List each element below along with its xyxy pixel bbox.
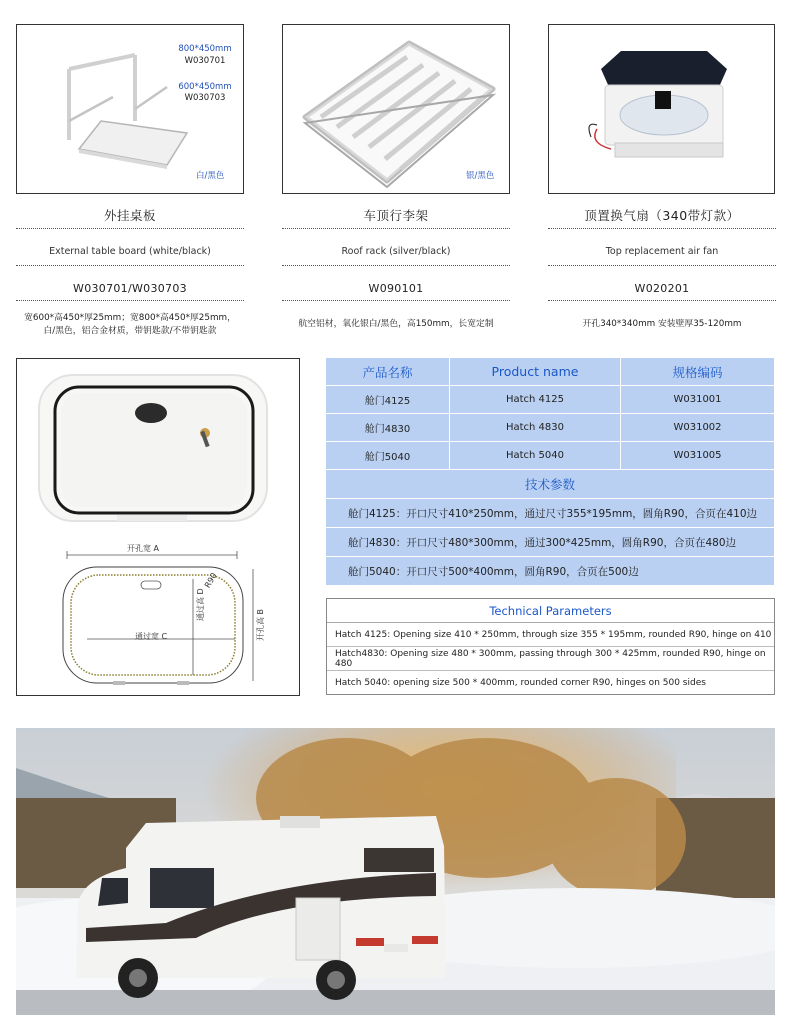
table-cell: W031002 [621,414,774,441]
label-open-width: 开孔宽 A [127,544,160,553]
table-cell: 舱门4830 [326,414,449,441]
product-spec-2 [282,318,510,331]
params-title-row [326,470,774,498]
divider [16,300,244,301]
table-cell: Hatch 4125 [450,386,620,413]
table-cell: 舱门5040 [326,442,449,469]
table-cell: Hatch 5040 [450,442,620,469]
divider [548,265,776,266]
product-name-zh-2: 车顶行李架 [363,208,429,223]
header-cell: 产品名称 [326,358,449,385]
product-name-zh-3: 顶置换气扇（340带灯款） [584,208,740,223]
param-text: 舱门4125：开口尺寸410*250mm，通过尺寸355*195mm，圆角R90，合页在410边 [326,499,774,527]
tech-row: Hatch4830: Opening size 480 * 300mm, passing through 300 * 425mm, rounded R90, hinge on 480 [327,647,774,671]
color-note-2: 银/黑色 [466,171,495,181]
header-cell: 规格编码 [621,358,774,385]
product-code-1: W030701/W030703 [73,282,187,295]
divider [282,265,510,266]
param-row [326,528,774,556]
label-radius: R90 [203,571,219,590]
table-row [326,442,774,469]
spec-line: 开孔340*340mm 安装壁厚35-120mm [582,319,742,329]
table-row [326,386,774,413]
table-cell: W031001 [621,386,774,413]
spec-table-header [326,358,774,385]
spec-line: 宽600*高450*厚25mm；宽800*高450*厚25mm， [24,313,236,323]
motorhome-snow-scene [16,728,775,1015]
label-through-width: 通过宽 C [135,632,168,641]
spec-line: 白/黑色，铝合金材质，带钥匙款/不带钥匙款 [43,326,217,336]
header-cell: Product name [450,358,620,385]
table-cell: W031005 [621,442,774,469]
params-title: 技术参数 [326,470,774,498]
param-row [326,557,774,585]
divider [548,228,776,229]
product-spec-3 [548,318,776,331]
technical-parameters-table [326,598,775,695]
spec-line: 航空铝材，氧化银白/黑色，高150mm，长宽定制 [298,319,494,329]
product-name-zh-1: 外挂桌板 [103,208,156,223]
divider [16,228,244,229]
tech-row: Hatch 5040: opening size 500 * 400mm, rounded corner R90, hinges on 500 sides [335,678,706,688]
table-row [326,414,774,441]
color-note-1: 白/黑色 [196,171,225,181]
divider [282,228,510,229]
product-code-3: W020201 [634,282,690,295]
param-row [326,499,774,527]
param-text: 舱门4830：开口尺寸480*300mm，通过300*425mm，圆角R90，合页在480边 [326,528,774,556]
size-label-2: 600*450mm [178,82,232,92]
label-open-height: 开孔高 B [256,608,265,641]
product-name-en-3: Top replacement air fan [605,246,719,257]
product-name-en-2: Roof rack (silver/black) [341,246,451,257]
motorhome-photo [16,728,775,1015]
spec-table [326,358,774,586]
divider [548,300,776,301]
size-code-2: W030703 [184,93,226,103]
size-code-1: W030701 [184,56,226,66]
table-cell: Hatch 4830 [450,414,620,441]
air-fan-illustration [549,25,775,194]
param-text: 舱门5040：开口尺寸500*400mm，圆角R90，合页在500边 [326,557,774,585]
technical-parameters-title: Technical Parameters [327,599,774,623]
label-through-height: 通过高 D [196,588,205,621]
size-label-1: 800*450mm [178,44,232,54]
divider [16,265,244,266]
hatch-image-panel [16,358,300,696]
product-spec-1 [16,312,244,338]
hatch-illustration [17,359,300,696]
divider [282,300,510,301]
product-image-air-fan [548,24,775,194]
table-cell: 舱门4125 [326,386,449,413]
motorhome [76,816,446,1000]
tech-row: Hatch 4125: Opening size 410 * 250mm, through size 355 * 195mm, rounded R90, hinge on 410 [327,623,774,647]
product-name-en-1: External table board (white/black) [49,246,211,257]
product-code-2: W090101 [368,282,424,295]
